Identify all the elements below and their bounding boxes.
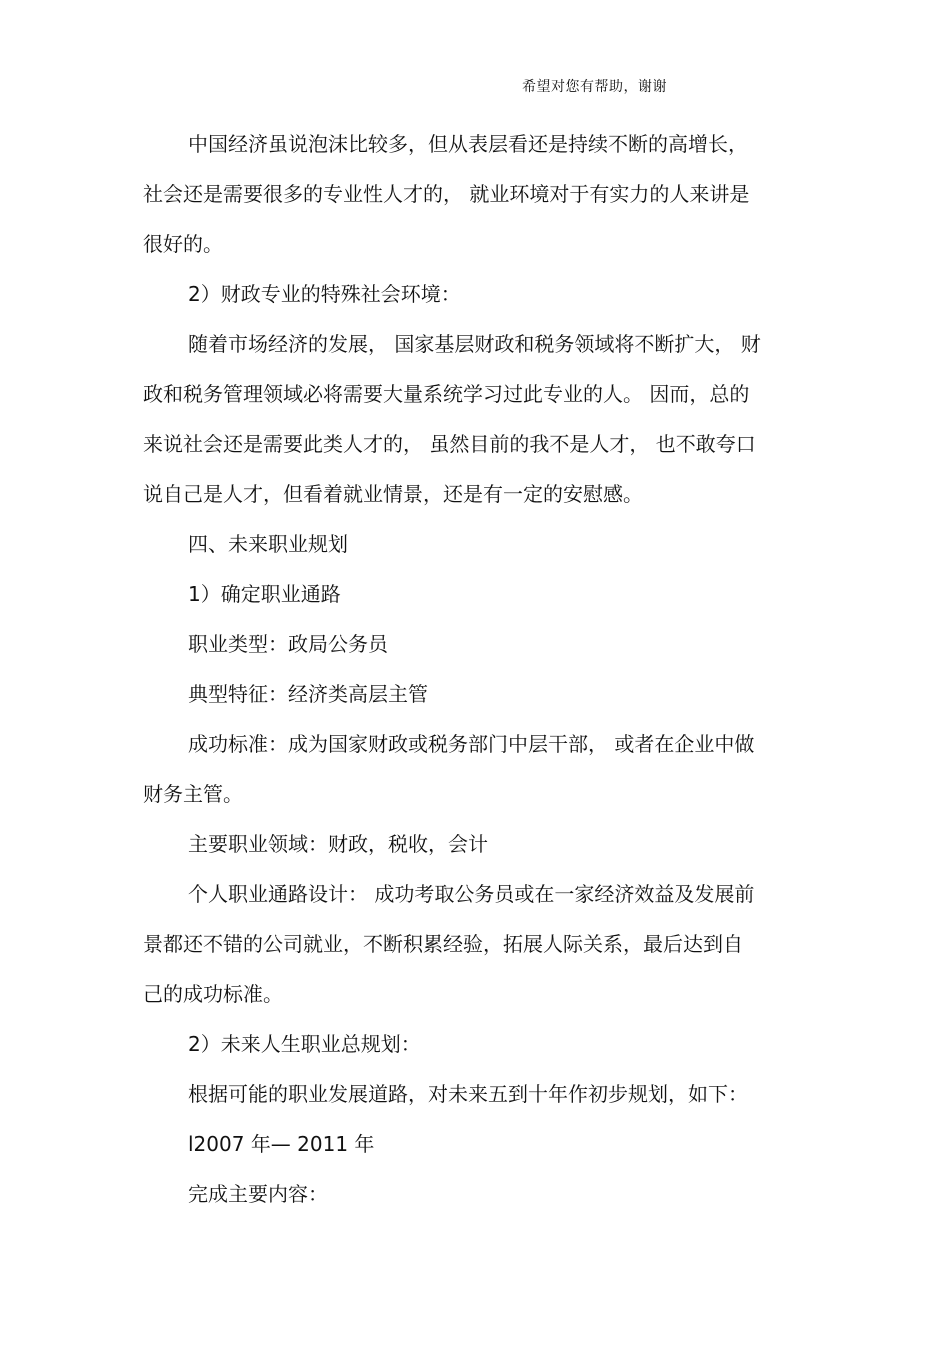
paragraph-line: 完成主要内容： bbox=[188, 1182, 328, 1206]
paragraph-line: 个人职业通路设计： 成功考取公务员或在一家经济效益及发展前 bbox=[188, 882, 755, 906]
section-heading: 1）确定职业通路 bbox=[188, 582, 341, 606]
paragraph-line: 中国经济虽说泡沫比较多，但从表层看还是持续不断的高增长， bbox=[188, 132, 748, 156]
document-body bbox=[143, 126, 813, 1226]
paragraph-line: 社会还是需要很多的专业性人才的， 就业环境对于有实力的人来讲是 bbox=[143, 182, 750, 206]
paragraph-line: 政和税务管理领域必将需要大量系统学习过此专业的人。 因而，总的 bbox=[143, 382, 750, 406]
paragraph-line: 随着市场经济的发展， 国家基层财政和税务领域将不断扩大， 财 bbox=[188, 332, 761, 356]
paragraph-line: 财务主管。 bbox=[143, 782, 243, 806]
paragraph-line: l2007 年— 2011 年 bbox=[188, 1132, 375, 1156]
section-heading: 2）未来人生职业总规划： bbox=[188, 1032, 421, 1056]
paragraph-line: 典型特征：经济类高层主管 bbox=[188, 682, 428, 706]
paragraph-line: 说自己是人才，但看着就业情景，还是有一定的安慰感。 bbox=[143, 482, 643, 506]
paragraph-line: 景都还不错的公司就业，不断积累经验，拓展人际关系，最后达到自 bbox=[143, 932, 743, 956]
paragraph-line: 很好的。 bbox=[143, 232, 223, 256]
paragraph-line: 根据可能的职业发展道路，对未来五到十年作初步规划，如下： bbox=[188, 1082, 748, 1106]
paragraph-line: 主要职业领域：财政，税收，会计 bbox=[188, 832, 488, 856]
header-note: 希望对您有帮助，谢谢 bbox=[522, 79, 667, 95]
paragraph-line: 职业类型：政局公务员 bbox=[188, 632, 388, 656]
paragraph-line: 来说社会还是需要此类人才的， 虽然目前的我不是人才， 也不敢夸口 bbox=[143, 432, 756, 456]
paragraph-line: 己的成功标准。 bbox=[143, 982, 283, 1006]
section-heading: 2）财政专业的特殊社会环境： bbox=[188, 282, 461, 306]
section-heading: 四、未来职业规划 bbox=[188, 532, 348, 556]
paragraph-line: 成功标准：成为国家财政或税务部门中层干部， 或者在企业中做 bbox=[188, 732, 755, 756]
